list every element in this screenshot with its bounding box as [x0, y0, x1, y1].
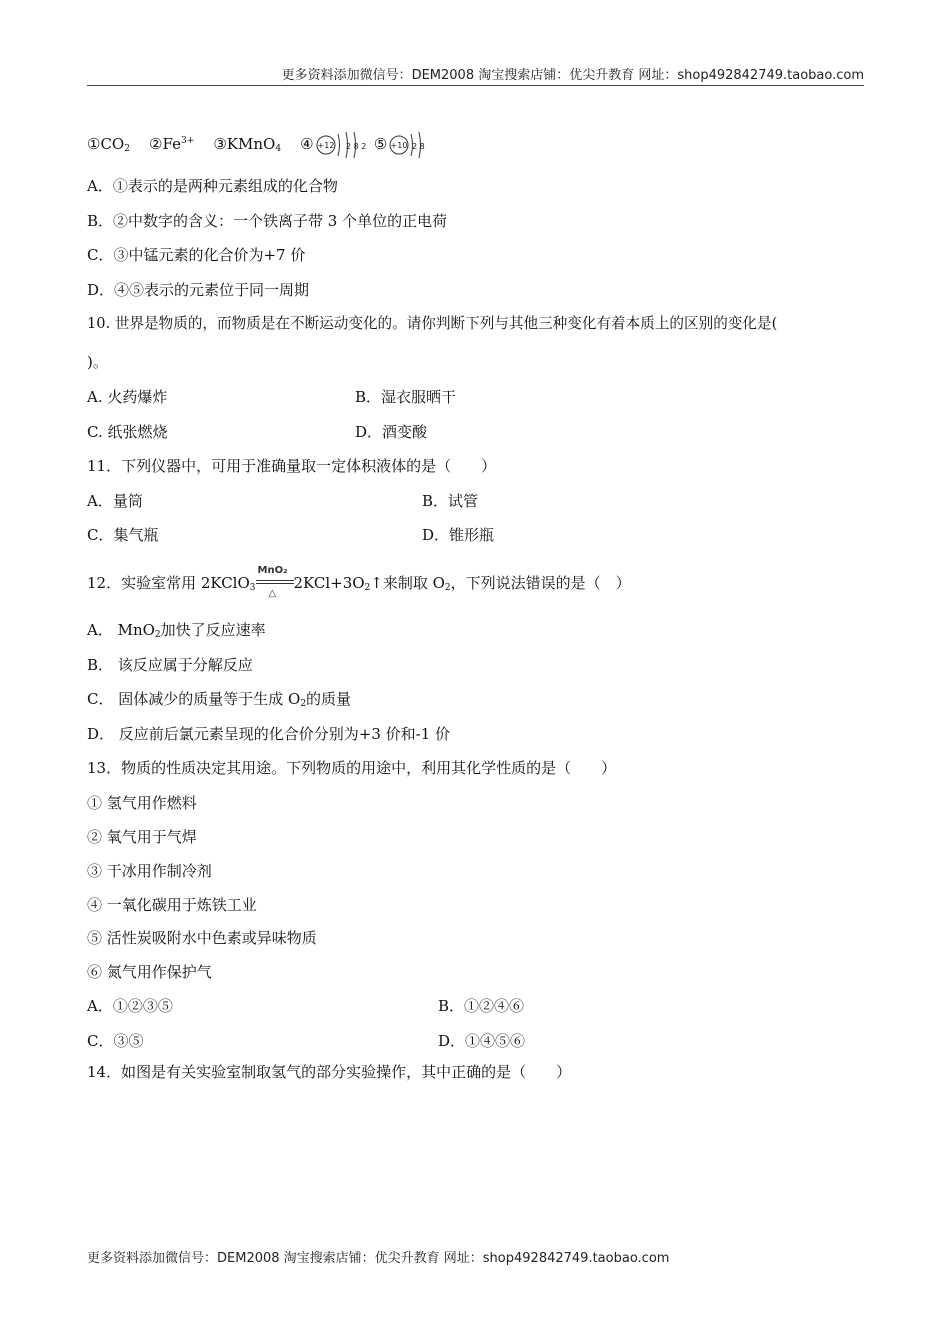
reaction-condition	[256, 565, 294, 599]
q12-option-a: A． MnO$_2$加快了反应速率	[87, 621, 266, 640]
q13-option-c: C．③⑤	[87, 1032, 144, 1050]
header-divider	[87, 85, 864, 86]
q13-item: ⑥ 氮气用作保护气	[87, 963, 212, 981]
q12-option-d: D． 反应前后氯元素呈现的化合价分别为+3 价和-1 价	[87, 725, 451, 743]
q11-option-c: C．集气瓶	[87, 526, 159, 544]
q13-item: ⑤ 活性炭吸附水中色素或异味物质	[87, 929, 317, 947]
q10-stem-line1: 10. 世界是物质的，而物质是在不断运动变化的。请你判断下列与其他三种变化有着本质上的区别的变化是(	[87, 315, 778, 332]
q9-item1: $①CO_2$	[87, 135, 130, 154]
heat-symbol: △	[268, 588, 277, 599]
q12-option-b: B． 该反应属于分解反应	[87, 656, 253, 674]
q9-i4-nucleus: +12	[317, 141, 335, 150]
q9-item2: $②Fe^{3+}$	[149, 135, 195, 153]
q12-stem: 12．实验室常用 2KClO$_3$ MnO₂ △ $2KCl+3O_2↑$来制取 $O_2$，下列说法错误的是（ ）	[87, 573, 631, 598]
q13-item: ③ 干冰用作制冷剂	[87, 862, 212, 880]
q13-option-b: B．①②④⑥	[438, 997, 525, 1015]
q13-stem: 13．物质的性质决定其用途。下列物质的用途中，利用其化学性质的是（ ）	[87, 759, 617, 777]
q14-stem: 14．如图是有关实验室制取氢气的部分实验操作，其中正确的是（ ）	[87, 1063, 572, 1081]
q10-option-a: A. 火药爆炸	[87, 388, 168, 406]
q9-option-b: B．②中数字的含义：一个铁离子带 3 个单位的正电荷	[87, 212, 448, 230]
q9-i4-shells: 2 8 2	[345, 142, 366, 151]
catalyst-label: MnO₂	[257, 565, 288, 576]
q12-option-c: C． 固体减少的质量等于生成 $O_2$的质量	[87, 690, 352, 709]
q10-option-d: D．酒变酸	[355, 423, 428, 441]
q10-stem-line2: )。	[87, 353, 108, 371]
q13-item: ① 氢气用作燃料	[87, 794, 197, 812]
q10-option-c: C. 纸张燃烧	[87, 423, 168, 441]
q13-option-a: A．①②③⑤	[87, 997, 173, 1015]
q9-item4: ④ +12 2 8 2	[300, 135, 359, 153]
q9-option-c: C．③中锰元素的化合价为+7 价	[87, 246, 306, 264]
q9-i5-nucleus: +10	[390, 141, 408, 150]
q11-option-a: A．量筒	[87, 492, 143, 510]
q11-option-d: D．锥形瓶	[422, 526, 495, 544]
q9-i5-shells: 2 8	[412, 142, 426, 151]
magnesium-atom-structure-icon	[314, 130, 366, 160]
neon-atom-structure-icon	[387, 130, 427, 160]
q9-symbols-line	[87, 130, 427, 160]
q10-option-b: B．湿衣服晒干	[355, 388, 457, 406]
q11-stem: 11．下列仪器中，可用于准确量取一定体积液体的是（ ）	[87, 457, 497, 475]
q13-item: ② 氧气用于气焊	[87, 828, 197, 846]
page-header: 更多资料添加微信号：DEM2008 淘宝搜索店铺：优尖升教育 网址：shop492842749.taobao.com	[281, 68, 864, 83]
q13-item: ④ 一氧化碳用于炼铁工业	[87, 896, 257, 914]
q11-option-b: B．试管	[422, 492, 479, 510]
q9-option-a: A．①表示的是两种元素组成的化合物	[87, 177, 338, 195]
page-footer: 更多资料添加微信号：DEM2008 淘宝搜索店铺：优尖升教育 网址：shop492842749.taobao.com	[87, 1251, 670, 1266]
q13-option-d: D．①④⑤⑥	[438, 1032, 526, 1050]
q9-option-d: D．④⑤表示的元素位于同一周期	[87, 281, 310, 299]
q9-item3: ③KMnO$_4$	[213, 135, 282, 154]
q9-item5: ⑤ +10 2 8	[374, 135, 427, 153]
